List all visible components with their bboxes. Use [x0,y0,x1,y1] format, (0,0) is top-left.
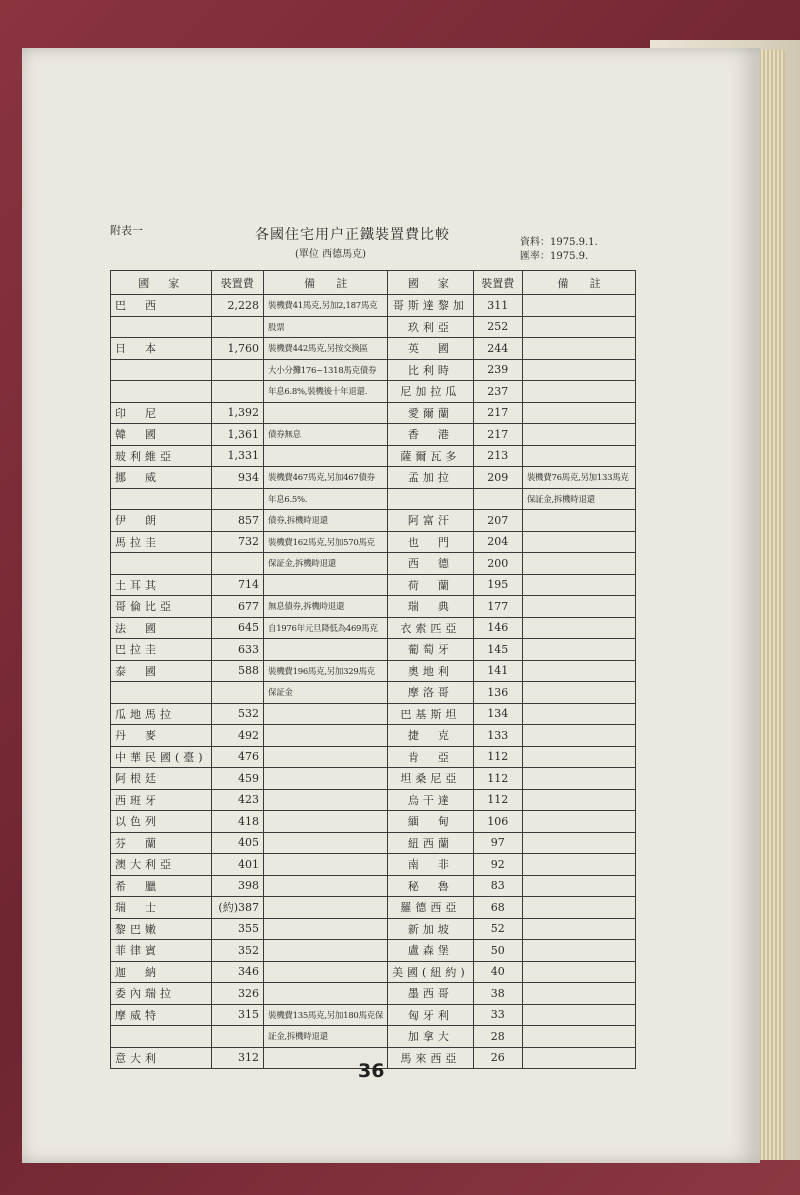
exchange-rate-date: 匯率：1975.9. [520,251,589,262]
cell-fee-2: 38 [473,983,522,1005]
cell-fee-2: 239 [473,359,522,381]
fee-comparison-table [110,270,636,1069]
cell-remarks [264,875,388,897]
cell-remarks [264,897,388,919]
cell-remarks-2 [522,940,635,962]
cell-country-2: 匈牙利 [388,1004,474,1026]
cell-fee-2: 112 [473,746,522,768]
cell-remarks [264,940,388,962]
cell-fee-2: 134 [473,703,522,725]
cell-country: 意大利 [111,1047,212,1069]
table-row [111,832,636,854]
cell-country-2: 比利時 [388,359,474,381]
cell-remarks-2 [522,811,635,833]
col-header-remarks-2: 備 註 [522,271,635,295]
cell-fee [211,316,263,338]
cell-fee-2: 26 [473,1047,522,1069]
cell-remarks [264,811,388,833]
cell-remarks [264,725,388,747]
cell-country-2: 緬 甸 [388,811,474,833]
unit-note: (單位 西德馬克) [295,249,366,260]
cell-fee-2: 92 [473,854,522,876]
cell-remarks [264,746,388,768]
table-row [111,510,636,532]
table-row [111,445,636,467]
table-row [111,811,636,833]
cell-remarks-2 [522,639,635,661]
cell-remarks-2 [522,402,635,424]
cell-fee-2: 40 [473,961,522,983]
cell-fee: 398 [211,875,263,897]
cell-remarks-2 [522,983,635,1005]
cell-fee-2: 217 [473,424,522,446]
col-header-country: 國 家 [111,271,212,295]
table-row [111,897,636,919]
cell-country [111,359,212,381]
cell-remarks-2 [522,295,635,317]
cell-fee-2: 177 [473,596,522,618]
cell-country: 阿根廷 [111,768,212,790]
table-row [111,940,636,962]
cell-country [111,488,212,510]
table-row [111,768,636,790]
cell-country [111,553,212,575]
cell-fee-2: 207 [473,510,522,532]
cell-fee: 1,331 [211,445,263,467]
cell-fee: (約)387 [211,897,263,919]
cell-country-2: 薩爾瓦多 [388,445,474,467]
cell-fee-2 [473,488,522,510]
cell-remarks [264,402,388,424]
cell-country-2: 阿富汗 [388,510,474,532]
cell-country-2: 新加坡 [388,918,474,940]
cell-fee: 418 [211,811,263,833]
cell-remarks [264,445,388,467]
cell-fee-2: 112 [473,768,522,790]
cell-remarks-2 [522,1004,635,1026]
cell-country-2: 羅德西亞 [388,897,474,919]
cell-remarks-2 [522,897,635,919]
table-row [111,854,636,876]
cell-country-2: 香 港 [388,424,474,446]
cell-remarks: 年息6.8%,裝機後十年退還. [264,381,388,403]
cell-remarks: 年息6.5%. [264,488,388,510]
cell-remarks [264,574,388,596]
cell-country: 日 本 [111,338,212,360]
cell-country-2: 也 門 [388,531,474,553]
cell-fee: 312 [211,1047,263,1069]
cell-country: 丹 麥 [111,725,212,747]
cell-remarks-2: 保証金,拆機時退還 [522,488,635,510]
table-row [111,359,636,381]
cell-country: 巴拉圭 [111,639,212,661]
col-header-remarks: 備 註 [264,271,388,295]
cell-country: 澳大利亞 [111,854,212,876]
cell-fee-2: 204 [473,531,522,553]
cell-remarks: 裝機費467馬克,另加467債券 [264,467,388,489]
cell-fee-2: 33 [473,1004,522,1026]
cell-fee [211,553,263,575]
cell-remarks-2 [522,746,635,768]
cell-fee-2: 141 [473,660,522,682]
cell-country-2: 肯 亞 [388,746,474,768]
cell-fee-2: 68 [473,897,522,919]
cell-fee-2: 146 [473,617,522,639]
cell-country-2: 西 德 [388,553,474,575]
source-date: 資料：1975.9.1. [520,237,598,248]
cell-remarks: 債券無息 [264,424,388,446]
cell-remarks [264,854,388,876]
cell-fee-2: 195 [473,574,522,596]
cell-country: 泰 國 [111,660,212,682]
cell-fee: 934 [211,467,263,489]
cell-country: 土耳其 [111,574,212,596]
cell-fee-2: 311 [473,295,522,317]
cell-remarks: 自1976年元旦降低為469馬克 [264,617,388,639]
cell-remarks-2 [522,832,635,854]
table-row [111,639,636,661]
table-row [111,467,636,489]
cell-remarks: 証金,拆機時退還 [264,1026,388,1048]
cell-fee-2: 136 [473,682,522,704]
cell-remarks: 債券,拆機時退還 [264,510,388,532]
cell-fee-2: 244 [473,338,522,360]
table-row [111,531,636,553]
cell-remarks-2 [522,574,635,596]
cell-remarks: 股票 [264,316,388,338]
cell-fee: 1,361 [211,424,263,446]
cell-country: 委內瑞拉 [111,983,212,1005]
cell-remarks-2 [522,789,635,811]
cell-fee-2: 217 [473,402,522,424]
cell-remarks: 保証金,拆機時退還 [264,553,388,575]
cell-remarks-2 [522,338,635,360]
table-row [111,381,636,403]
cell-country: 伊 朗 [111,510,212,532]
cell-country [111,381,212,403]
table-row [111,617,636,639]
cell-fee: 677 [211,596,263,618]
cell-fee: 401 [211,854,263,876]
cell-remarks [264,789,388,811]
cell-remarks: 無息債券,拆機時退還 [264,596,388,618]
cell-remarks-2 [522,424,635,446]
cell-remarks-2 [522,445,635,467]
table-row [111,789,636,811]
cell-fee: 326 [211,983,263,1005]
cell-fee-2: 97 [473,832,522,854]
cell-country: 西班牙 [111,789,212,811]
table-row [111,725,636,747]
cell-fee-2: 106 [473,811,522,833]
cell-country: 印 尼 [111,402,212,424]
table-row [111,682,636,704]
cell-remarks-2 [522,961,635,983]
cell-remarks-2 [522,682,635,704]
table-row [111,424,636,446]
table-row [111,983,636,1005]
cell-country-2: 巴基斯坦 [388,703,474,725]
cell-country-2 [388,488,474,510]
table-row [111,1026,636,1048]
cell-country: 芬 蘭 [111,832,212,854]
cell-fee-2: 200 [473,553,522,575]
cell-country-2: 捷 克 [388,725,474,747]
table-row [111,918,636,940]
cell-fee: 1,760 [211,338,263,360]
cell-remarks-2 [522,660,635,682]
cell-remarks-2 [522,596,635,618]
cell-country-2: 葡萄牙 [388,639,474,661]
cell-country: 摩威特 [111,1004,212,1026]
cell-country-2: 英 國 [388,338,474,360]
cell-remarks [264,961,388,983]
table-body [111,295,636,1069]
cell-country: 迦 納 [111,961,212,983]
cell-country: 以色列 [111,811,212,833]
cell-fee-2: 145 [473,639,522,661]
cell-remarks [264,832,388,854]
cell-fee: 714 [211,574,263,596]
cell-country: 馬拉圭 [111,531,212,553]
cell-remarks: 保証金 [264,682,388,704]
cell-fee [211,359,263,381]
page-number: 36 [358,1060,385,1082]
cell-fee [211,488,263,510]
cell-country [111,682,212,704]
cell-country: 菲律賓 [111,940,212,962]
cell-remarks [264,639,388,661]
cell-country: 中華民國(臺) [111,746,212,768]
cell-remarks-2 [522,725,635,747]
cell-remarks [264,918,388,940]
table-header-row [111,271,636,295]
table-row [111,295,636,317]
cell-country [111,1026,212,1048]
document-page [22,48,760,1163]
cell-country: 哥倫比亞 [111,596,212,618]
cell-country: 瓜地馬拉 [111,703,212,725]
cell-country-2: 美國(紐約) [388,961,474,983]
table-row [111,703,636,725]
cell-country-2: 玖利亞 [388,316,474,338]
table-row [111,316,636,338]
cell-country-2: 衣索匹亞 [388,617,474,639]
cell-remarks-2 [522,854,635,876]
cell-country: 法 國 [111,617,212,639]
cell-country: 玻利維亞 [111,445,212,467]
table-row [111,338,636,360]
table-row [111,488,636,510]
cell-country-2: 尼加拉瓜 [388,381,474,403]
cell-fee: 346 [211,961,263,983]
table-row [111,596,636,618]
cell-remarks-2 [522,316,635,338]
cell-remarks: 裝機費442馬克,另按交換區 [264,338,388,360]
cell-remarks-2 [522,1026,635,1048]
col-header-country-2: 國 家 [388,271,474,295]
cell-remarks [264,768,388,790]
cell-fee: 423 [211,789,263,811]
cell-remarks-2 [522,531,635,553]
cell-fee [211,1026,263,1048]
table-row [111,746,636,768]
cell-fee-2: 50 [473,940,522,962]
cell-country-2: 摩洛哥 [388,682,474,704]
cell-fee [211,682,263,704]
cell-country: 巴 西 [111,295,212,317]
cell-remarks [264,703,388,725]
cell-remarks-2 [522,381,635,403]
cell-fee: 633 [211,639,263,661]
cell-country-2: 愛爾蘭 [388,402,474,424]
cell-country-2: 哥斯達黎加 [388,295,474,317]
cell-fee-2: 213 [473,445,522,467]
cell-remarks: 大小分攤176~1318馬克債券 [264,359,388,381]
cell-country-2: 坦桑尼亞 [388,768,474,790]
cell-fee-2: 83 [473,875,522,897]
source-note [520,236,598,264]
cell-fee-2: 237 [473,381,522,403]
cell-country: 黎巴嫩 [111,918,212,940]
cell-remarks-2: 裝機費76馬克,另加133馬克 [522,467,635,489]
page-title: 各國住宅用户正鐵裝置費比較 [255,227,450,243]
cell-remarks-2 [522,617,635,639]
table-row [111,875,636,897]
cell-country [111,316,212,338]
cell-fee: 532 [211,703,263,725]
cell-fee: 352 [211,940,263,962]
cell-remarks-2 [522,703,635,725]
cell-fee: 315 [211,1004,263,1026]
cell-country-2: 墨西哥 [388,983,474,1005]
cell-remarks-2 [522,918,635,940]
cell-remarks-2 [522,875,635,897]
cell-remarks [264,983,388,1005]
cell-remarks: 裝機費196馬克,另加329馬克 [264,660,388,682]
cell-remarks-2 [522,768,635,790]
cell-fee: 405 [211,832,263,854]
table-row [111,553,636,575]
cell-country-2: 孟加拉 [388,467,474,489]
annex-label: 附表一 [110,224,143,237]
table-row [111,660,636,682]
cell-fee: 645 [211,617,263,639]
cell-fee-2: 209 [473,467,522,489]
cell-country-2: 烏干達 [388,789,474,811]
cell-fee: 476 [211,746,263,768]
cell-remarks: 裝機費41馬克,另加2,187馬克 [264,295,388,317]
cell-country: 挪 威 [111,467,212,489]
cell-remarks-2 [522,1047,635,1069]
table-row [111,1004,636,1026]
cell-fee: 732 [211,531,263,553]
cell-fee [211,381,263,403]
cell-country-2: 瑞 典 [388,596,474,618]
table-row [111,574,636,596]
table-row [111,961,636,983]
cell-remarks: 裝機費135馬克,另加180馬克保 [264,1004,388,1026]
cell-remarks-2 [522,553,635,575]
cell-fee: 857 [211,510,263,532]
cell-fee: 459 [211,768,263,790]
cell-fee-2: 28 [473,1026,522,1048]
cell-country: 韓 國 [111,424,212,446]
cell-remarks-2 [522,510,635,532]
cell-country-2: 南 非 [388,854,474,876]
cell-country: 希 臘 [111,875,212,897]
cell-country-2: 荷 蘭 [388,574,474,596]
cell-fee: 355 [211,918,263,940]
table-row [111,402,636,424]
cell-fee-2: 133 [473,725,522,747]
cell-fee: 588 [211,660,263,682]
cell-country-2: 馬來西亞 [388,1047,474,1069]
cell-country-2: 紐西蘭 [388,832,474,854]
cell-country-2: 秘 魯 [388,875,474,897]
cell-country-2: 奧地利 [388,660,474,682]
col-header-fee-2: 裝置費 [473,271,522,295]
cell-fee: 1,392 [211,402,263,424]
cell-fee: 2,228 [211,295,263,317]
cell-fee: 492 [211,725,263,747]
cell-remarks-2 [522,359,635,381]
cell-fee-2: 252 [473,316,522,338]
cell-country-2: 加拿大 [388,1026,474,1048]
col-header-fee: 裝置費 [211,271,263,295]
cell-fee-2: 112 [473,789,522,811]
cell-country: 瑞 士 [111,897,212,919]
cell-fee-2: 52 [473,918,522,940]
cell-country-2: 盧森堡 [388,940,474,962]
cell-remarks: 裝機費162馬克,另加570馬克 [264,531,388,553]
